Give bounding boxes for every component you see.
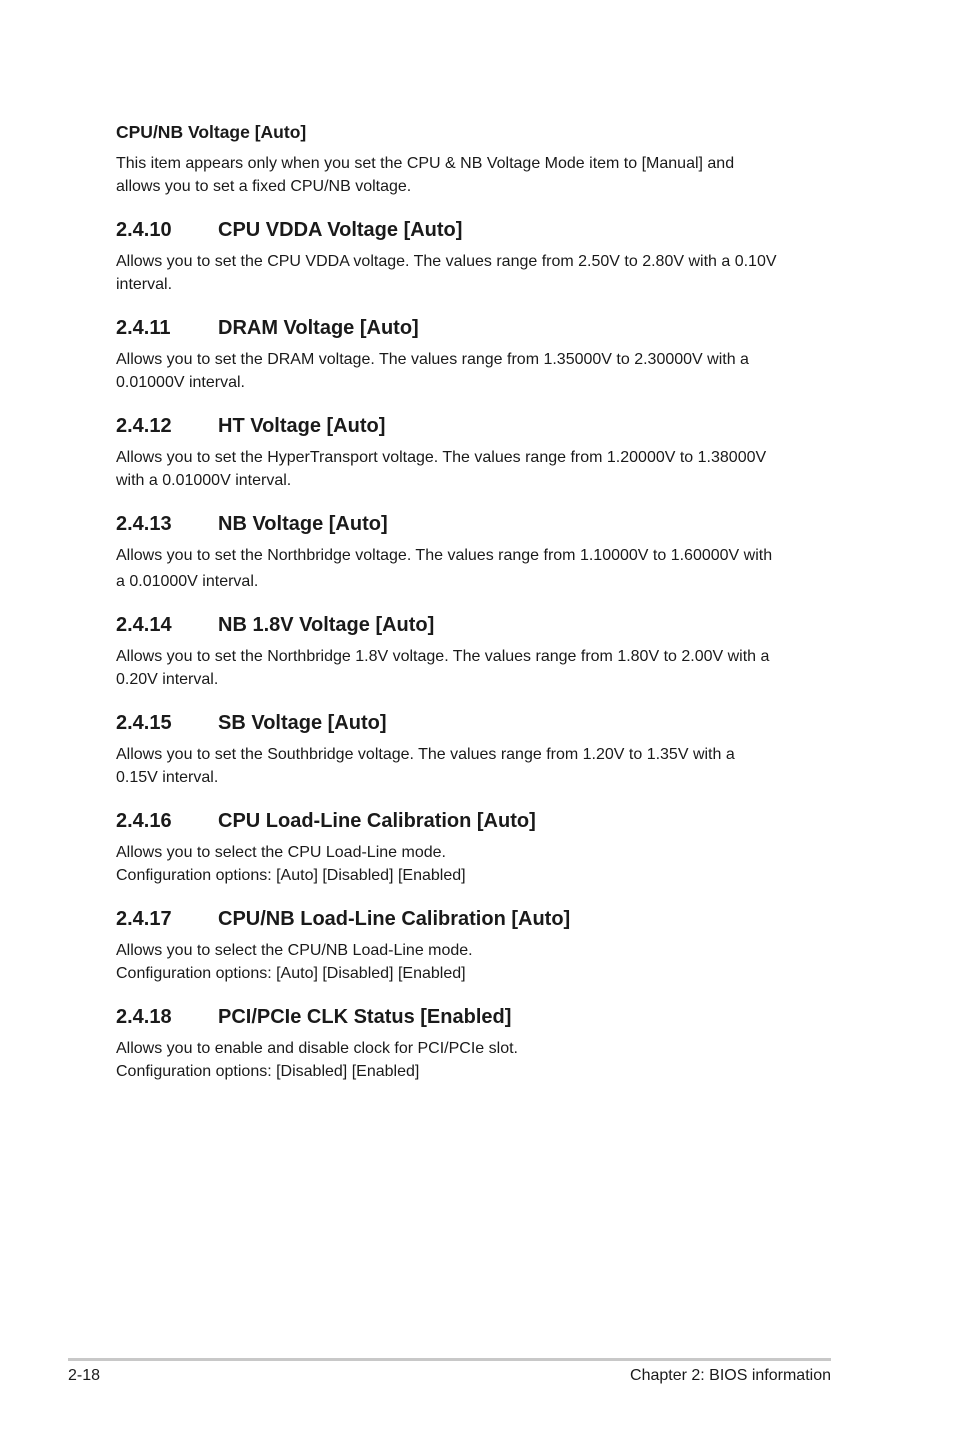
section-title: CPU Load-Line Calibration [Auto] [218,810,536,832]
section-number: 2.4.18 [116,1006,172,1028]
section-heading [116,316,836,340]
section-line: Configuration options: [Auto] [Disabled] [Enabled] [116,867,466,884]
section-line: interval. [116,276,173,293]
section-line: Allows you to set the Northbridge 1.8V voltage. The values range from 1.80V to 2.00V with a [116,648,770,665]
section-2-4-17 [116,907,836,985]
section-line: Allows you to set the DRAM voltage. The values range from 1.35000V to 2.30000V with a [116,351,749,368]
section-line: Allows you to set the CPU VDDA voltage. The values range from 2.50V to 2.80V with a 0.10V [116,253,777,270]
section-number: 2.4.12 [116,415,172,437]
section-2-4-15 [116,711,836,789]
section-2-4-14 [116,613,836,691]
section-2-4-12 [116,414,836,492]
section-2-4-13 [116,512,836,593]
section-line: 0.15V interval. [116,769,219,786]
section-number: 2.4.13 [116,513,172,535]
section-line: 0.01000V interval. [116,374,245,391]
section-line: Allows you to set the Southbridge voltage. The values range from 1.20V to 1.35V with a [116,746,735,763]
section-heading [116,218,836,242]
section-2-4-11 [116,316,836,394]
section-title: NB 1.8V Voltage [Auto] [218,614,435,636]
section-number: 2.4.16 [116,810,172,832]
footer-divider [68,1358,831,1361]
section-2-4-18 [116,1005,836,1083]
section-number: 2.4.14 [116,614,172,636]
section-number: 2.4.11 [116,317,171,339]
section-heading [116,414,836,438]
section-heading [116,907,836,931]
document-body [116,121,836,1083]
section-line: Allows you to set the HyperTransport voltage. The values range from 1.20000V to 1.38000V [116,449,767,466]
intro-line: allows you to set a fixed CPU/NB voltage. [116,178,412,195]
section-line: Configuration options: [Disabled] [Enabled] [116,1063,420,1080]
section-title: NB Voltage [Auto] [218,513,388,535]
section-title: CPU/NB Load-Line Calibration [Auto] [218,908,571,930]
section-title: DRAM Voltage [Auto] [218,317,419,339]
section-line: Allows you to select the CPU Load-Line mode. [116,844,446,861]
intro-block [116,121,836,198]
section-heading [116,512,836,536]
intro-title: CPU/NB Voltage [Auto] [116,122,307,142]
section-heading [116,613,836,637]
section-title: HT Voltage [Auto] [218,415,386,437]
section-line: Allows you to enable and disable clock for PCI/PCIe slot. [116,1040,518,1057]
section-heading [116,809,836,833]
section-2-4-16 [116,809,836,887]
page-number: 2-18 [68,1367,101,1384]
section-heading [116,711,836,735]
section-number: 2.4.10 [116,219,172,241]
section-line: Allows you to select the CPU/NB Load-Line mode. [116,942,473,959]
section-number: 2.4.15 [116,712,172,734]
section-number: 2.4.17 [116,908,172,930]
section-line: 0.20V interval. [116,671,219,688]
section-heading [116,1005,836,1029]
section-line: a 0.01000V interval. [116,573,259,590]
section-line: with a 0.01000V interval. [116,472,292,489]
section-line: Configuration options: [Auto] [Disabled] [Enabled] [116,965,466,982]
section-line: Allows you to set the Northbridge voltage. The values range from 1.10000V to 1.60000V with [116,547,773,564]
chapter-label: Chapter 2: BIOS information [630,1367,831,1384]
section-title: PCI/PCIe CLK Status [Enabled] [218,1006,512,1028]
section-2-4-10 [116,218,836,296]
intro-line: This item appears only when you set the CPU & NB Voltage Mode item to [Manual] and [116,155,735,172]
section-title: CPU VDDA Voltage [Auto] [218,219,463,241]
section-title: SB Voltage [Auto] [218,712,387,734]
